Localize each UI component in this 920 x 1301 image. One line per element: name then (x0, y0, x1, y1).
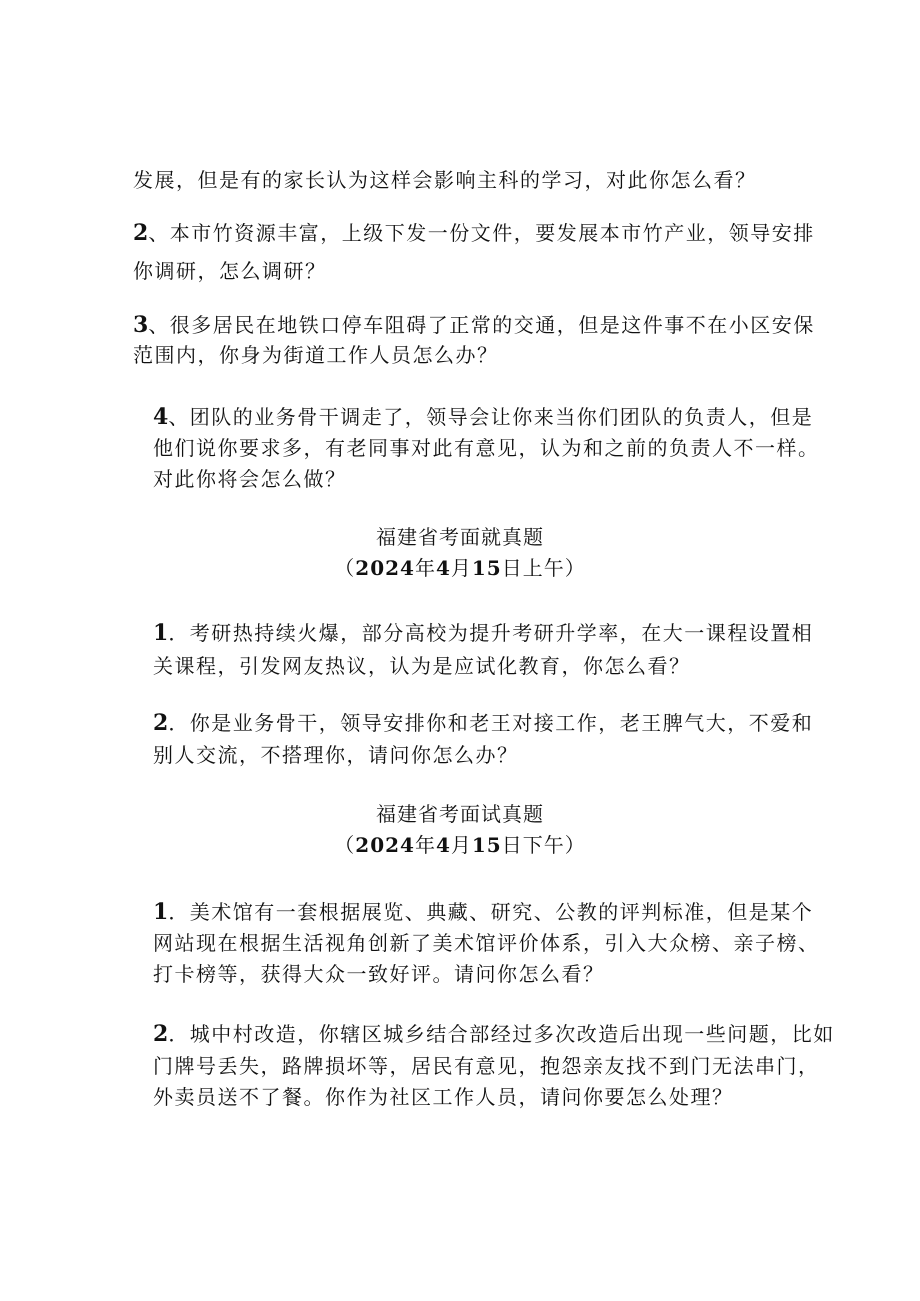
section-am-title-text: 福建省考面就真题 (376, 525, 544, 549)
question-2-line-1 (133, 216, 815, 250)
am-question-1-text-1: ．考研热持续火爆，部分高校为提升考研升学率，在大一课程设置相 (168, 621, 814, 645)
question-3-text-1: 、很多居民在地铁口停车阻碍了正常的交通，但是这件事不在小区安保 (148, 313, 815, 337)
section-pm-date-open: （ (334, 833, 356, 857)
question-4-text-2: 他们说你要求多，有老同事对此有意见，认为和之前的负责人不一样。 (153, 436, 820, 460)
pm-question-1-number: 1 (153, 899, 169, 925)
question-4-text-1: 、团队的业务骨干调走了，领导会让你来当你们团队的负责人，但是 (168, 405, 814, 429)
pm-question-2-line-2 (153, 1049, 820, 1083)
section-pm-date-year: 2024 (355, 833, 415, 857)
question-4-line-3 (153, 462, 347, 496)
am-question-1-line-2 (153, 649, 691, 683)
section-am-date-month: 4 (435, 556, 451, 580)
question-3-line-2 (133, 338, 499, 372)
pm-question-1-line-2 (153, 926, 820, 960)
question-4-number: 4 (153, 404, 169, 430)
question-2-text-1: 、本市竹资源丰富，上级下发一份文件，要发展本市竹产业，领导安排 (148, 221, 815, 245)
am-question-2-line-2 (153, 738, 519, 772)
pm-question-1-line-1 (153, 895, 813, 929)
pm-question-1-text-3: 打卡榜等，获得大众一致好评。请问你怎么看？ (153, 962, 605, 986)
section-pm-date (0, 828, 920, 862)
section-am-date-rest: 日上午） (501, 556, 586, 580)
section-am-date-year-char: 年 (414, 556, 436, 580)
question-4-line-1 (153, 400, 813, 434)
section-pm-date-month-char: 月 (450, 833, 472, 857)
intro-line (133, 163, 757, 197)
pm-question-2-text-2: 门牌号丢失，路牌损坏等，居民有意见，抱怨亲友找不到门无法串门， (153, 1054, 820, 1078)
question-3-number: 3 (133, 312, 149, 338)
section-am-title (0, 520, 920, 554)
am-question-1-number: 1 (153, 620, 169, 646)
question-4-text-3: 对此你将会怎么做？ (153, 467, 347, 491)
question-4-line-2 (153, 431, 820, 465)
question-2-text-2: 你调研，怎么调研？ (133, 259, 327, 283)
section-pm-title (0, 797, 920, 831)
pm-question-1-text-2: 网站现在根据生活视角创新了美术馆评价体系，引入大众榜、亲子榜、 (153, 931, 820, 955)
section-pm-title-text: 福建省考面试真题 (376, 802, 544, 826)
question-2-number: 2 (133, 220, 149, 246)
question-2-line-2 (133, 254, 327, 288)
question-3-text-2: 范围内，你身为街道工作人员怎么办？ (133, 343, 499, 367)
section-pm-date-month: 4 (435, 833, 451, 857)
am-question-2-text-2: 别人交流，不搭理你，请问你怎么办？ (153, 743, 519, 767)
am-question-2-number: 2 (153, 710, 169, 736)
pm-question-1-line-3 (153, 957, 605, 991)
pm-question-2-line-3 (153, 1080, 734, 1114)
section-am-date-month-char: 月 (450, 556, 472, 580)
section-am-date-year: 2024 (355, 556, 415, 580)
section-am-date-day: 15 (471, 556, 502, 580)
am-question-1-line-1 (153, 616, 813, 650)
section-pm-date-year-char: 年 (414, 833, 436, 857)
am-question-1-text-2: 关课程，引发网友热议，认为是应试化教育，你怎么看？ (153, 654, 691, 678)
am-question-2-line-1 (153, 706, 813, 740)
pm-question-2-text-1: ．城中村改造，你辖区城乡结合部经过多次改造后出现一些问题，比如 (168, 1022, 835, 1046)
question-3-line-1 (133, 308, 815, 342)
pm-question-2-line-1 (153, 1017, 835, 1051)
pm-question-1-text-1: ．美术馆有一套根据展览、典藏、研究、公教的评判标准，但是某个 (168, 900, 814, 924)
section-am-date (0, 551, 920, 585)
section-am-date-open: （ (334, 556, 356, 580)
am-question-2-text-1: ．你是业务骨干，领导安排你和老王对接工作，老王脾气大，不爱和 (168, 711, 814, 735)
section-pm-date-rest: 日下午） (501, 833, 586, 857)
intro-text: 发展，但是有的家长认为这样会影响主科的学习，对此你怎么看？ (133, 168, 757, 192)
pm-question-2-text-3: 外卖员送不了餐。你作为社区工作人员，请问你要怎么处理？ (153, 1085, 734, 1109)
section-pm-date-day: 15 (471, 833, 502, 857)
pm-question-2-number: 2 (153, 1021, 169, 1047)
